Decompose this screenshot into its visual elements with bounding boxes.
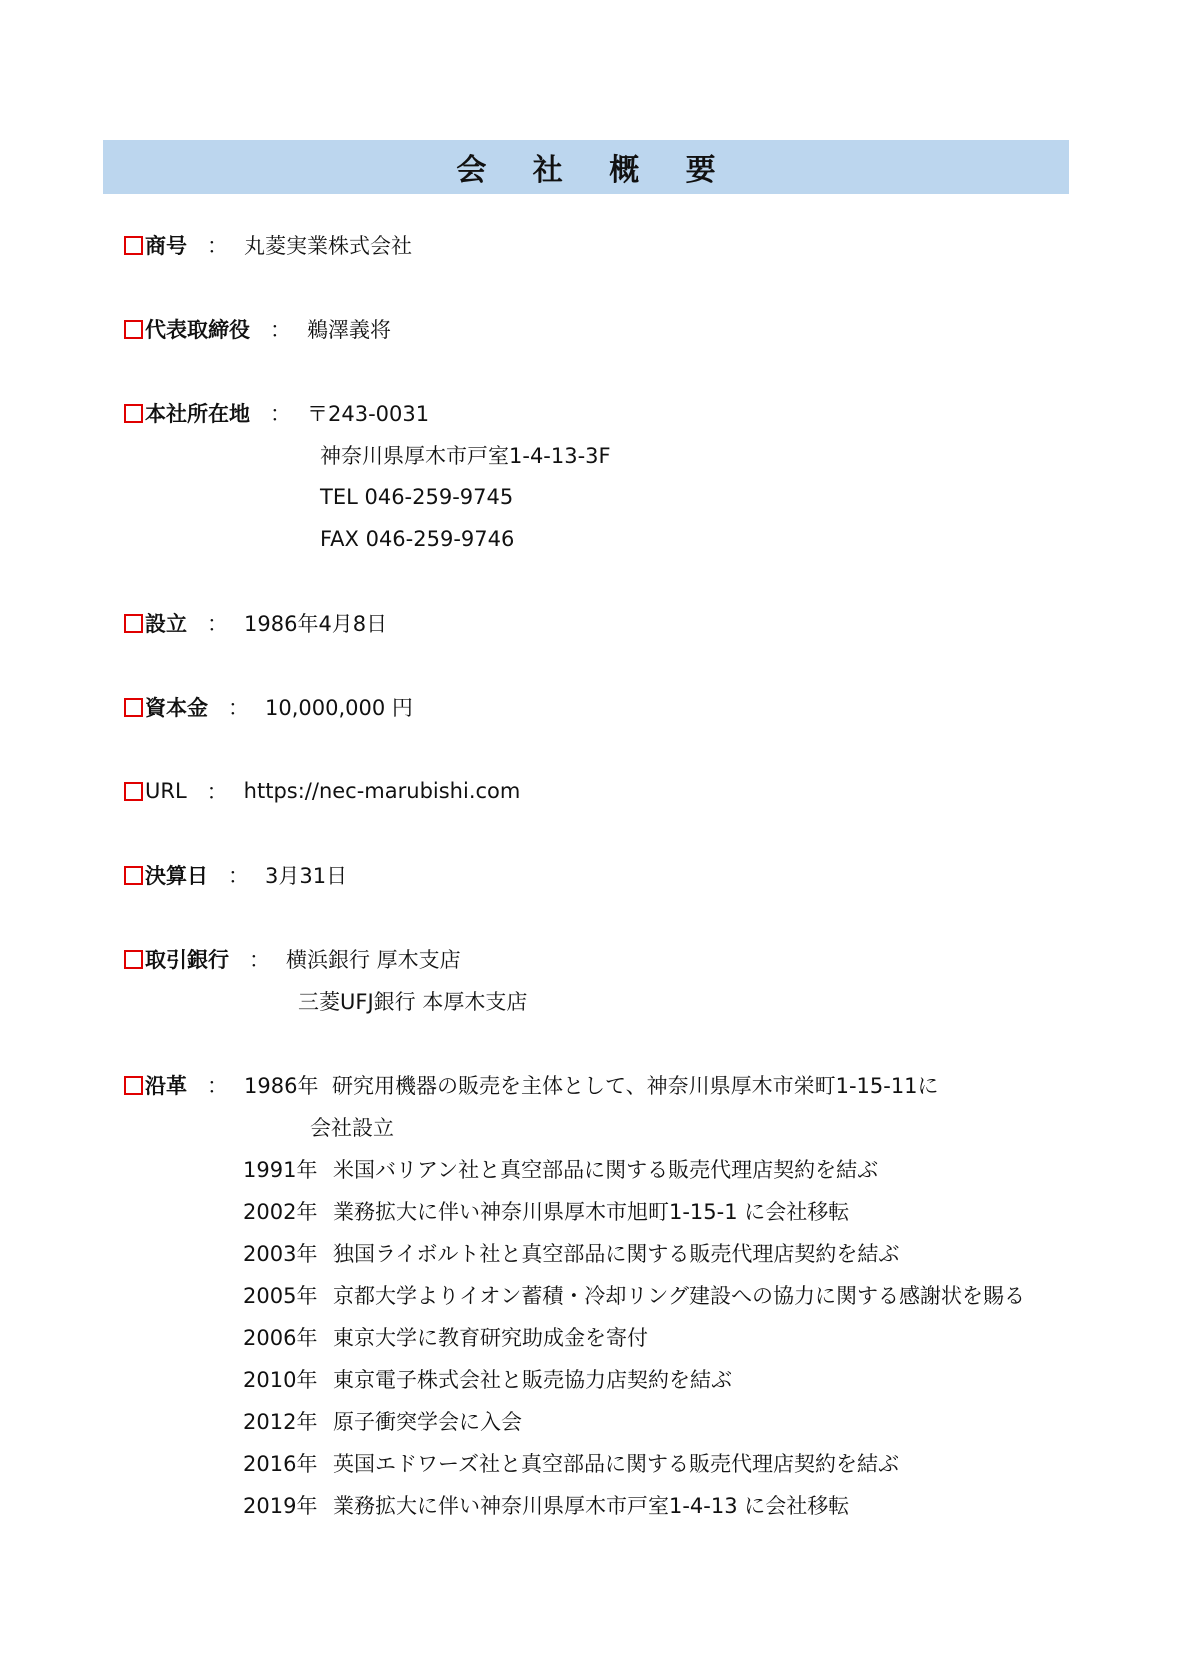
history-year: 2005年 — [243, 1284, 318, 1308]
checkbox-icon — [124, 866, 143, 885]
established-row — [124, 606, 387, 640]
history-year: 2016年 — [243, 1452, 318, 1476]
history-year: 2002年 — [243, 1200, 318, 1224]
history-item — [243, 1236, 899, 1270]
history-year: 2012年 — [243, 1410, 318, 1434]
history-item — [243, 1488, 849, 1522]
checkbox-icon — [124, 614, 143, 633]
bank-item: 横浜銀行 厚木支店 — [286, 948, 461, 972]
history-text: 東京大学に教育研究助成金を寄付 — [333, 1326, 648, 1350]
established-label: 設立 — [145, 612, 187, 636]
history-text: 英国エドワーズ社と真空部品に関する販売代理店契約を結ぶ — [333, 1452, 899, 1476]
history-text: 東京電子株式会社と販売協力店契約を結ぶ — [333, 1368, 732, 1392]
history-text: 業務拡大に伴い神奈川県厚木市戸室1-4-13 に会社移転 — [333, 1494, 850, 1518]
separator: ： — [270, 318, 291, 342]
page-title: 会 社 概 要 — [456, 153, 734, 188]
checkbox-icon — [124, 698, 143, 717]
history-item — [243, 1446, 899, 1480]
established-value: 1986年4月8日 — [244, 612, 388, 636]
fiscal-row — [124, 858, 347, 892]
history-year: 2019年 — [243, 1494, 318, 1518]
fiscal-label: 決算日 — [145, 864, 208, 888]
separator: ： — [270, 402, 291, 426]
title-bar — [103, 140, 1069, 194]
history-item — [243, 1152, 878, 1186]
checkbox-icon — [124, 320, 143, 339]
capital-value: 10,000,000 円 — [265, 696, 413, 720]
postal-code: 〒243-0031 — [307, 402, 430, 426]
address-line: 神奈川県厚木市戸室1-4-13-3F — [320, 444, 611, 468]
banks-row — [124, 942, 461, 976]
separator: ： — [207, 234, 228, 258]
history-year: 2003年 — [243, 1242, 318, 1266]
history-text: 研究用機器の販売を主体として、神奈川県厚木市栄町1-15-11に — [332, 1074, 939, 1098]
ceo-label: 代表取締役 — [145, 318, 250, 342]
banks-label: 取引銀行 — [145, 948, 229, 972]
checkbox-icon — [124, 404, 143, 423]
history-label: 沿革 — [145, 1074, 187, 1098]
bank-item: 三菱UFJ銀行 本厚木支店 — [298, 990, 528, 1014]
history-text: 京都大学よりイオン蓄積・冷却リング建設への協力に関する感謝状を賜る — [333, 1284, 1025, 1308]
trade-name-label: 商号 — [145, 234, 187, 258]
history-text-cont: 会社設立 — [310, 1116, 394, 1140]
history-row — [124, 1068, 939, 1102]
url-row — [124, 774, 520, 808]
checkbox-icon — [124, 950, 143, 969]
separator: ： — [228, 864, 249, 888]
history-year: 1986年 — [244, 1074, 319, 1098]
history-item — [243, 1278, 1025, 1312]
checkbox-icon — [124, 1076, 143, 1095]
ceo-value: 鵜澤義将 — [307, 318, 391, 342]
history-item — [243, 1362, 732, 1396]
history-year: 1991年 — [243, 1158, 318, 1182]
history-item — [243, 1320, 648, 1354]
separator: ： — [207, 612, 228, 636]
history-item — [243, 1404, 522, 1438]
separator: ： — [249, 948, 270, 972]
tel-line: TEL 046-259-9745 — [320, 485, 514, 509]
history-text: 独国ライボルト社と真空部品に関する販売代理店契約を結ぶ — [333, 1242, 900, 1266]
trade-name-row — [124, 228, 412, 262]
history-item — [243, 1194, 849, 1228]
fiscal-value: 3月31日 — [265, 864, 348, 888]
history-year: 2006年 — [243, 1326, 318, 1350]
separator: ： — [207, 1074, 228, 1098]
ceo-row — [124, 312, 391, 346]
history-year: 2010年 — [243, 1368, 318, 1392]
url-label: URL — [145, 779, 187, 803]
checkbox-icon — [124, 782, 143, 801]
trade-name-value: 丸菱実業株式会社 — [244, 234, 412, 258]
capital-row — [124, 690, 413, 724]
separator: ： — [228, 696, 249, 720]
head-office-row — [124, 396, 429, 430]
head-office-label: 本社所在地 — [145, 402, 250, 426]
separator: ： — [206, 780, 228, 804]
history-text: 原子衝突学会に入会 — [333, 1410, 522, 1434]
checkbox-icon — [124, 236, 143, 255]
history-text: 業務拡大に伴い神奈川県厚木市旭町1-15-1 に会社移転 — [333, 1200, 850, 1224]
history-text: 米国バリアン社と真空部品に関する販売代理店契約を結ぶ — [333, 1158, 879, 1182]
capital-label: 資本金 — [145, 696, 208, 720]
url-value[interactable]: https://nec-marubishi.com — [243, 779, 521, 803]
fax-line: FAX 046-259-9746 — [320, 527, 515, 551]
